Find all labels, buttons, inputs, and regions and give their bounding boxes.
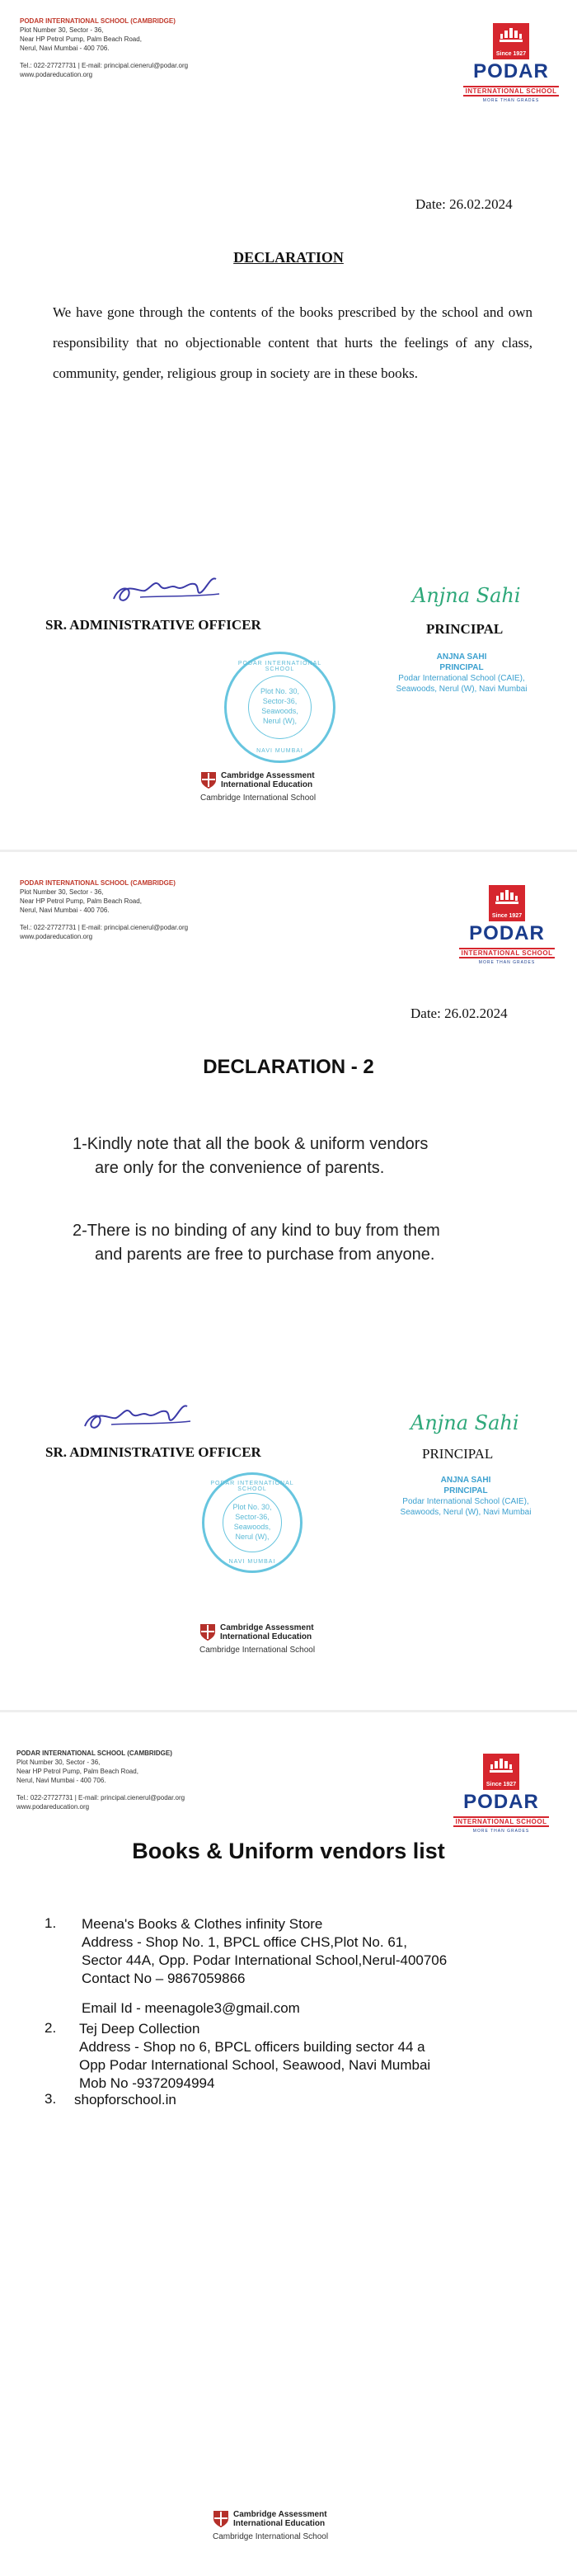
school-stamp bbox=[202, 1472, 303, 1573]
stamp-line: Seawoods, bbox=[261, 707, 298, 715]
stamp-line: Sector-36, bbox=[235, 1513, 270, 1521]
vendor-2 bbox=[79, 2020, 430, 2093]
principal-role: PRINCIPAL bbox=[439, 663, 484, 672]
point-1-line-2: are only for the convenience of parents. bbox=[95, 1159, 385, 1177]
logo-tagline: MORE THAN GRADES bbox=[482, 98, 540, 103]
principal-school: Podar International School (CAIE), bbox=[402, 1497, 529, 1506]
cambridge-logo bbox=[199, 1623, 381, 1655]
school-name: PODAR INTERNATIONAL SCHOOL (CAMBRIDGE) bbox=[20, 17, 176, 25]
contact-line: Tel.: 022-27727731 | E-mail: principal.cienerul@podar.org bbox=[20, 924, 189, 931]
vendors-page bbox=[0, 1712, 577, 2576]
officer-signature-icon bbox=[107, 567, 231, 609]
vendor-2-contact: Mob No -9372094994 bbox=[79, 2075, 215, 2091]
cambridge-line-1: Cambridge Assessment bbox=[233, 2510, 327, 2519]
stamp-line: Nerul (W), bbox=[263, 717, 297, 725]
point-2 bbox=[73, 1219, 551, 1267]
logo-since: Since 1927 bbox=[486, 1782, 517, 1787]
stamp-center bbox=[223, 1493, 282, 1552]
cambridge-shield-icon bbox=[200, 771, 217, 789]
logo-subtitle: INTERNATIONAL SCHOOL bbox=[455, 1818, 547, 1825]
vendor-3-number: 3. bbox=[45, 2091, 57, 2107]
vendor-1-name: Meena's Books & Clothes infinity Store bbox=[82, 1916, 323, 1932]
contact-line: Tel.: 022-27727731 | E-mail: principal.cienerul@podar.org bbox=[20, 62, 189, 69]
point-1-line-1: 1-Kindly note that all the book & uniform vendors bbox=[73, 1135, 429, 1153]
cambridge-line-3: Cambridge International School bbox=[213, 2532, 329, 2541]
vendor-3 bbox=[74, 2091, 176, 2109]
cambridge-line-1: Cambridge Assessment bbox=[221, 771, 315, 780]
point-2-line-2: and parents are free to purchase from anyone. bbox=[95, 1246, 435, 1264]
logo-name: PODAR bbox=[463, 1791, 539, 1813]
officer-title: SR. ADMINISTRATIVE OFFICER bbox=[45, 617, 261, 633]
date: Date: 26.02.2024 bbox=[410, 1005, 508, 1021]
declaration-page-2 bbox=[0, 852, 577, 1710]
cambridge-logo bbox=[200, 771, 382, 803]
cambridge-line-3: Cambridge International School bbox=[199, 1646, 316, 1655]
principal-place: Seawoods, Nerul (W), Navi Mumbai bbox=[396, 685, 528, 694]
cambridge-line-2: International Education bbox=[220, 1632, 312, 1641]
vendors-title: Books & Uniform vendors list bbox=[132, 1839, 445, 1863]
address-line-3: Nerul, Navi Mumbai - 400 706. bbox=[16, 1777, 106, 1784]
stamp-line: Plot No. 30, bbox=[260, 687, 300, 695]
vendor-2-number: 2. bbox=[45, 2020, 57, 2036]
logo-emblem-icon bbox=[483, 1754, 519, 1790]
school-name: PODAR INTERNATIONAL SCHOOL (CAMBRIDGE) bbox=[16, 1750, 172, 1757]
principal-signature: Anjna Sahi bbox=[412, 584, 521, 607]
logo-emblem-icon bbox=[489, 885, 525, 921]
address-line-3: Nerul, Navi Mumbai - 400 706. bbox=[20, 907, 110, 914]
address-line-2: Near HP Petrol Pump, Palm Beach Road, bbox=[20, 35, 142, 43]
address-line-1: Plot Number 30, Sector - 36, bbox=[20, 888, 104, 896]
logo-emblem-icon bbox=[493, 23, 529, 59]
address-line-2: Near HP Petrol Pump, Palm Beach Road, bbox=[16, 1768, 138, 1775]
address-line-3: Nerul, Navi Mumbai - 400 706. bbox=[20, 45, 110, 52]
stamp-center bbox=[248, 676, 312, 739]
cambridge-shield-icon bbox=[199, 1623, 216, 1641]
stamp-line: Plot No. 30, bbox=[232, 1503, 272, 1511]
principal-name: ANJNA SAHI bbox=[436, 652, 487, 662]
principal-role: PRINCIPAL bbox=[443, 1486, 488, 1495]
stamp-line: Sector-36, bbox=[262, 697, 298, 705]
logo-tagline: MORE THAN GRADES bbox=[472, 1829, 530, 1834]
website: www.podareducation.org bbox=[20, 933, 93, 940]
address-line-1: Plot Number 30, Sector - 36, bbox=[20, 26, 104, 34]
vendor-1-address-1: Address - Shop No. 1, BPCL office CHS,Plot No. 61, bbox=[82, 1934, 407, 1950]
podar-logo bbox=[453, 885, 561, 965]
declaration-page-1 bbox=[0, 0, 577, 850]
vendor-1-email: Email Id - meenagole3@gmail.com bbox=[82, 2000, 300, 2016]
website: www.podareducation.org bbox=[20, 71, 93, 78]
school-name: PODAR INTERNATIONAL SCHOOL (CAMBRIDGE) bbox=[20, 879, 176, 887]
point-2-line-1: 2-There is no binding of any kind to buy from them bbox=[73, 1222, 440, 1240]
vendor-3-name: shopforschool.in bbox=[74, 2092, 176, 2107]
vendor-2-name: Tej Deep Collection bbox=[79, 2021, 200, 2037]
podar-logo bbox=[457, 23, 565, 103]
stamp-bottom-text: NAVI MUMBAI bbox=[228, 1559, 276, 1565]
address-line-2: Near HP Petrol Pump, Palm Beach Road, bbox=[20, 897, 142, 905]
officer-title: SR. ADMINISTRATIVE OFFICER bbox=[45, 1444, 261, 1460]
principal-school: Podar International School (CAIE), bbox=[398, 674, 525, 683]
declaration-body: We have gone through the contents of the books prescribed by the school and own responsibility that no objectionable content that hurts the feelings of any class, community, gender, religious group in society are in these books. bbox=[53, 304, 532, 381]
principal-name: ANJNA SAHI bbox=[440, 1476, 491, 1485]
declaration-title: DECLARATION bbox=[233, 249, 344, 266]
letterhead bbox=[16, 1749, 185, 1811]
vendor-1-contact: Contact No – 9867059866 bbox=[82, 1971, 246, 1986]
logo-name: PODAR bbox=[469, 922, 545, 944]
stamp-line: Seawoods, bbox=[233, 1523, 271, 1531]
cambridge-shield-icon bbox=[213, 2510, 229, 2528]
cambridge-line-1: Cambridge Assessment bbox=[220, 1623, 314, 1632]
cambridge-logo bbox=[213, 2510, 394, 2541]
principal-stamp-block bbox=[371, 1475, 561, 1518]
letterhead bbox=[20, 16, 188, 79]
principal-title: PRINCIPAL bbox=[422, 1446, 494, 1462]
vendor-2-address-1: Address - Shop no 6, BPCL officers building sector 44 a bbox=[79, 2039, 425, 2055]
logo-name: PODAR bbox=[473, 60, 549, 82]
declaration-2-title: DECLARATION - 2 bbox=[203, 1056, 374, 1078]
vendor-2-address-2: Opp Podar International School, Seawood, Navi Mumbai bbox=[79, 2057, 431, 2073]
page-title bbox=[0, 249, 577, 266]
logo-subtitle: INTERNATIONAL SCHOOL bbox=[461, 949, 553, 957]
principal-place: Seawoods, Nerul (W), Navi Mumbai bbox=[400, 1508, 532, 1517]
stamp-line: Nerul (W), bbox=[235, 1533, 270, 1541]
vendor-1-address-2: Sector 44A, Opp. Podar International School,Nerul-400706 bbox=[82, 1952, 448, 1968]
logo-since: Since 1927 bbox=[495, 51, 527, 57]
stamp-bottom-text: NAVI MUMBAI bbox=[256, 748, 303, 754]
cambridge-line-2: International Education bbox=[233, 2519, 326, 2528]
principal-stamp-block bbox=[367, 652, 556, 695]
address-line-1: Plot Number 30, Sector - 36, bbox=[16, 1759, 101, 1766]
letterhead bbox=[20, 878, 188, 941]
principal-signature: Anjna Sahi bbox=[410, 1411, 519, 1434]
podar-logo bbox=[448, 1754, 555, 1834]
school-stamp bbox=[224, 652, 335, 763]
vendor-1-number: 1. bbox=[45, 1915, 57, 1931]
contact-line: Tel.: 022-27727731 | E-mail: principal.cienerul@podar.org bbox=[16, 1794, 185, 1801]
stamp-ring-text: PODAR INTERNATIONAL SCHOOL bbox=[237, 661, 322, 672]
website: www.podareducation.org bbox=[16, 1803, 90, 1811]
logo-tagline: MORE THAN GRADES bbox=[478, 960, 536, 965]
point-1 bbox=[73, 1133, 551, 1180]
cambridge-line-2: International Education bbox=[221, 780, 313, 789]
logo-since: Since 1927 bbox=[491, 913, 523, 919]
officer-signature-icon bbox=[78, 1395, 202, 1436]
vendor-1 bbox=[82, 1915, 447, 2018]
cambridge-line-3: Cambridge International School bbox=[200, 794, 317, 803]
principal-title: PRINCIPAL bbox=[426, 621, 504, 637]
logo-subtitle: INTERNATIONAL SCHOOL bbox=[465, 87, 557, 95]
stamp-ring-text: PODAR INTERNATIONAL SCHOOL bbox=[210, 1481, 294, 1492]
date: Date: 26.02.2024 bbox=[415, 196, 513, 212]
